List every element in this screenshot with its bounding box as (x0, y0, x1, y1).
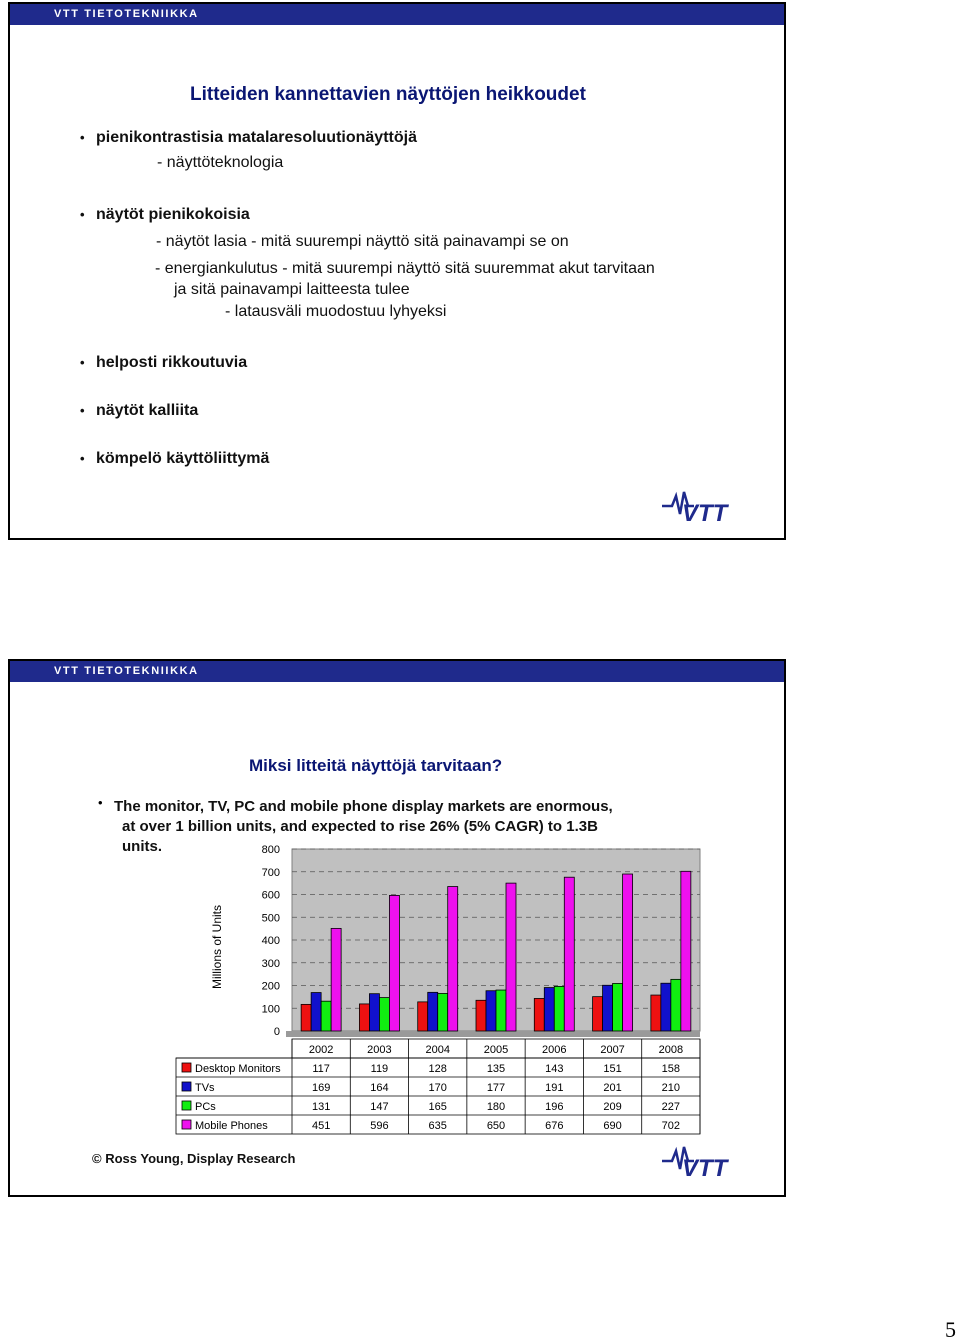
vtt-logo (660, 1143, 754, 1179)
plot-floor (286, 1031, 700, 1037)
bar (603, 985, 613, 1031)
x-tick-label: 2008 (658, 1044, 684, 1056)
slide-header: VTT TIETOTEKNIIKKA (10, 4, 784, 25)
bullet-item: • pienikontrastisia matalaresoluutionäyttöjä (96, 129, 417, 147)
data-label: 147 (370, 1101, 389, 1113)
x-tick-label: 2005 (483, 1044, 509, 1056)
bullet-item: • helposti rikkoutuvia (96, 354, 247, 372)
bar (311, 993, 321, 1031)
bar (379, 998, 389, 1031)
data-label: 676 (545, 1120, 564, 1132)
bullet-line: units. (122, 838, 162, 855)
bullet-item: • kömpelö käyttöliittymä (96, 450, 269, 468)
bar (681, 871, 691, 1031)
data-label: 690 (603, 1120, 622, 1132)
bar (564, 877, 574, 1031)
x-tick-label: 2003 (367, 1044, 392, 1056)
x-tick-label: 2004 (425, 1044, 450, 1056)
bar (418, 1002, 428, 1031)
data-label: 227 (661, 1101, 681, 1113)
vtt-logo-text: VTT (682, 1155, 728, 1179)
data-label: 210 (661, 1082, 681, 1094)
bullet-line: The monitor, TV, PC and mobile phone display markets are enormous, (114, 798, 613, 815)
sub-item: - latausväli muodostuu lyhyeksi (225, 303, 447, 320)
data-label: 170 (428, 1082, 447, 1094)
data-label: 169 (311, 1082, 331, 1094)
data-label: 191 (545, 1082, 564, 1094)
data-label: 596 (370, 1120, 389, 1132)
data-label: 196 (545, 1101, 564, 1113)
legend-swatch (182, 1063, 191, 1072)
slide-title: Litteiden kannettavien näyttöjen heikkoudet (190, 84, 586, 105)
data-label: 117 (312, 1063, 330, 1075)
bar (593, 997, 603, 1031)
bar (369, 994, 379, 1031)
bullet-line: at over 1 billion units, and expected to rise 26% (5% CAGR) to 1.3B (122, 818, 598, 835)
data-label: 131 (311, 1101, 331, 1113)
slide-header: VTT TIETOTEKNIIKKA (10, 661, 784, 682)
bar (554, 986, 564, 1031)
y-axis-label: Millions of Units (210, 904, 224, 990)
bar (331, 928, 341, 1031)
bar (506, 883, 516, 1031)
bar (486, 991, 496, 1031)
data-label: 165 (428, 1101, 447, 1113)
bullet-item: • näytöt pienikokoisia (96, 206, 250, 224)
data-label: 635 (428, 1120, 447, 1132)
y-tick-label: 0 (273, 1026, 280, 1038)
legend-label: Mobile Phones (195, 1120, 268, 1132)
data-label: 164 (370, 1082, 389, 1094)
sub-item: - näyttöteknologia (157, 154, 284, 171)
y-tick-label: 800 (261, 844, 280, 856)
x-tick-label: 2007 (600, 1044, 625, 1056)
x-tick-label: 2002 (308, 1044, 334, 1056)
bar (613, 983, 623, 1031)
slide-2 (8, 659, 786, 1197)
bar (496, 990, 506, 1031)
data-label: 177 (486, 1082, 506, 1094)
data-label: 158 (661, 1063, 681, 1075)
data-label: 209 (603, 1101, 622, 1113)
bar (476, 1000, 486, 1031)
slide-title: Miksi litteitä näyttöjä tarvitaan? (249, 756, 503, 775)
bar (428, 992, 438, 1031)
sub-item: ja sitä painavampi laitteesta tulee (174, 281, 410, 298)
data-label: 128 (428, 1063, 447, 1075)
y-tick-label: 200 (261, 980, 280, 993)
legend-swatch (182, 1101, 191, 1110)
bar (651, 995, 661, 1031)
bar-chart (10, 661, 784, 1195)
data-label: 650 (486, 1120, 506, 1132)
y-tick-label: 100 (261, 1003, 280, 1016)
bar (359, 1004, 369, 1031)
data-label: 180 (486, 1101, 506, 1113)
legend-label: TVs (195, 1082, 215, 1094)
y-tick-label: 400 (261, 935, 280, 947)
bar (671, 979, 681, 1031)
bar (544, 988, 554, 1031)
bar (661, 983, 671, 1031)
x-tick-label: 2006 (542, 1044, 567, 1056)
bar (321, 1001, 331, 1031)
bar (623, 874, 633, 1031)
data-label: 135 (486, 1063, 506, 1075)
data-label: 702 (661, 1120, 681, 1132)
y-tick-label: 300 (261, 957, 280, 970)
bar (438, 993, 448, 1031)
bar (389, 895, 399, 1031)
data-label: 143 (545, 1063, 564, 1075)
data-label: 151 (603, 1063, 622, 1075)
sub-item: - energiankulutus - mitä suurempi näyttö sitä suuremmat akut tarvitaan (155, 260, 655, 277)
legend-swatch (182, 1082, 191, 1091)
bar (301, 1004, 311, 1031)
bar (534, 998, 544, 1031)
vtt-logo-text: VTT (682, 500, 728, 524)
data-label: 119 (370, 1063, 389, 1075)
bar (448, 887, 458, 1031)
legend-label: Desktop Monitors (195, 1063, 281, 1075)
vtt-logo (660, 488, 754, 524)
slide-1 (8, 2, 786, 540)
y-tick-label: 700 (261, 866, 280, 879)
y-tick-label: 500 (261, 912, 280, 925)
legend-swatch (182, 1120, 191, 1129)
data-label: 451 (311, 1120, 331, 1132)
bullet-item: • näytöt kalliita (96, 402, 198, 420)
data-label: 201 (603, 1082, 622, 1094)
sub-item: - näytöt lasia - mitä suurempi näyttö sitä painavampi se on (156, 233, 569, 250)
legend-label: PCs (195, 1101, 216, 1113)
y-tick-label: 600 (261, 889, 280, 902)
bullet-marker: • (98, 795, 103, 810)
page-number: 5 (945, 1317, 956, 1342)
credit-line: © Ross Young, Display Research (92, 1151, 296, 1166)
